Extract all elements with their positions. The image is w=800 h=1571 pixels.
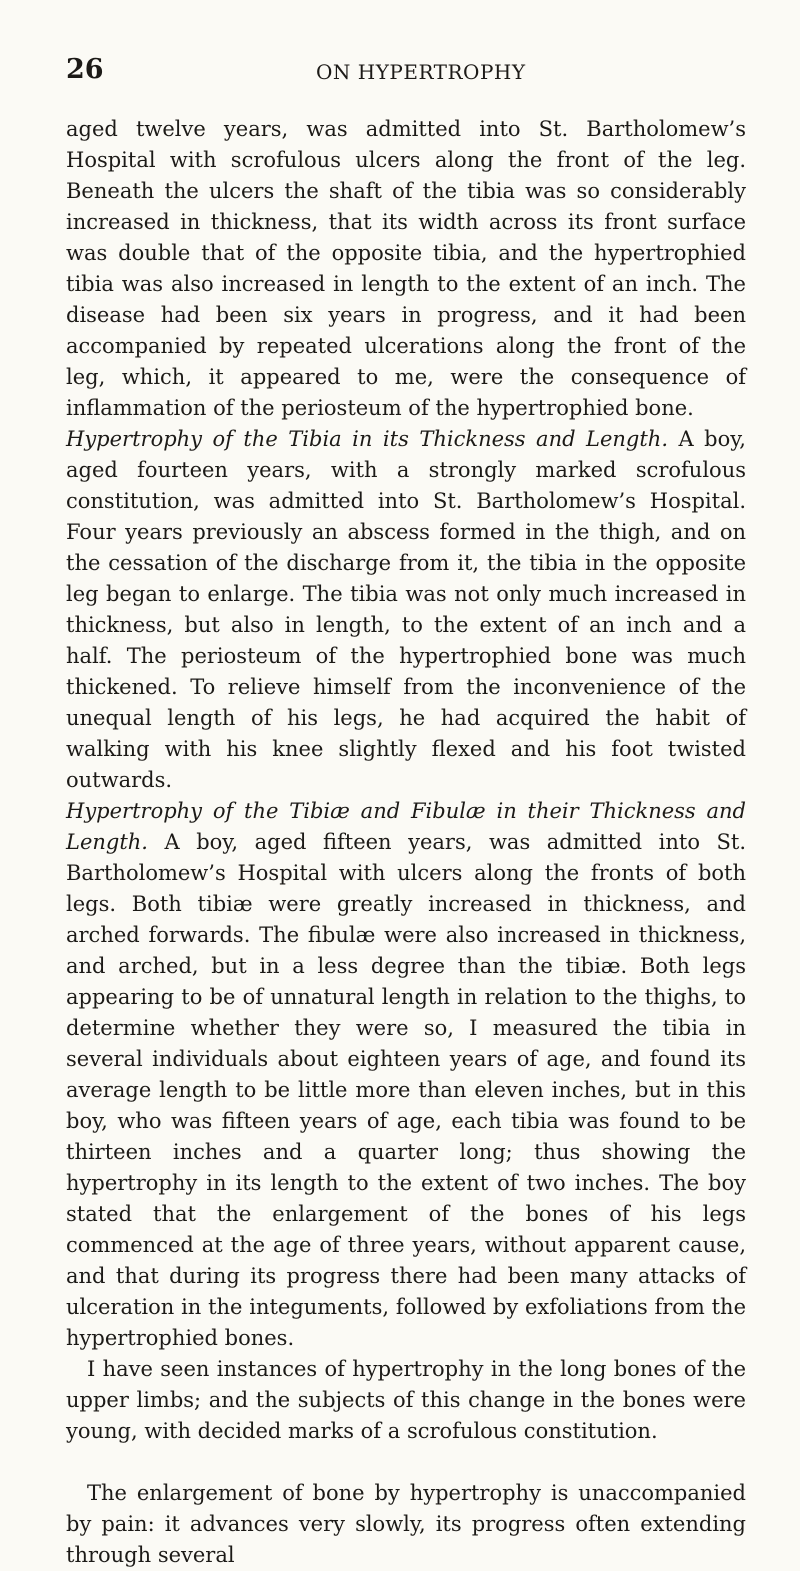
paragraph-upper-limbs: I have seen instances of hypertrophy in the long bones of the upper limbs; and the subjects of this change in the bones were young, with decided marks of a scrofulous constitution. <box>66 1357 746 1443</box>
case-heading-tibiae-fibulae: Hypertrophy of the Tibiæ and Fibulæ in their Thickness and Length. <box>66 799 746 854</box>
paragraph-continued: aged twelve years, was admitted into St. Bartholomew’s Hospital with scrofulous ulcers along the front of the leg. Beneath the ulcers the shaft of the tibia was so considerably increased in thickness, that its width across its front surface was double that of the opposite tibia, and the hypertrophied tibia was also increased in length to the extent of an inch. The disease had been six years in progress, and it had been accompanied by repeated ulcerations along the front of the leg, which, it appeared to me, were the consequence of inflammation of the periosteum of the hypertrophied bone. <box>66 117 746 420</box>
case-heading-tibia: Hypertrophy of the Tibia in its Thickness and Length. <box>66 427 669 451</box>
running-title: ON HYPERTROPHY <box>316 60 526 84</box>
page-header <box>66 54 746 94</box>
paragraph-enlargement: The enlargement of bone by hypertrophy is unaccompanied by pain: it advances very slowly, its progress often extending through several <box>66 1481 746 1567</box>
body-text <box>66 114 746 1571</box>
case-body-tibiae-fibulae: A boy, aged fifteen years, was admitted into St. Bartholomew’s Hospital with ulcers along the fronts of both legs. Both tibiæ were greatly increased in thickness, and arched forwards. The fibulæ were also increased in thickness, and arched, but in a less degree than the tibiæ. Both legs appearing to be of unnatural length in relation to the thighs, to determine whether they were so, I measured the tibia in several individuals about eighteen years of age, and found its average length to be little more than eleven inches, but in this boy, who was fifteen years of age, each tibia was found to be thirteen inches and a quarter long; thus showing the hypertrophy in its length to the extent of two inches. The boy stated that the enlargement of the bones of his legs commenced at the age of three years, without apparent cause, and that during its progress there had been many attacks of ulceration in the integuments, followed by exfoliations from the hypertrophied bones. <box>66 830 746 1350</box>
paragraph-tibiae-fibulae-case <box>66 796 746 1354</box>
paragraph-tibia-case <box>66 424 746 796</box>
case-body-tibia: A boy, aged fourteen years, with a strongly marked scrofulous constitution, was admitted into St. Bartholomew’s Hospital. Four years previously an abscess formed in the thigh, and on the cessation of the discharge from it, the tibia in the opposite leg began to enlarge. The tibia was not only much increased in thickness, but also in length, to the extent of an inch and a half. The periosteum of the hypertrophied bone was much thickened. To relieve himself from the inconvenience of the unequal length of his legs, he had acquired the habit of walking with his knee slightly flexed and his foot twisted outwards. <box>66 427 746 792</box>
page-number: 26 <box>66 54 104 85</box>
